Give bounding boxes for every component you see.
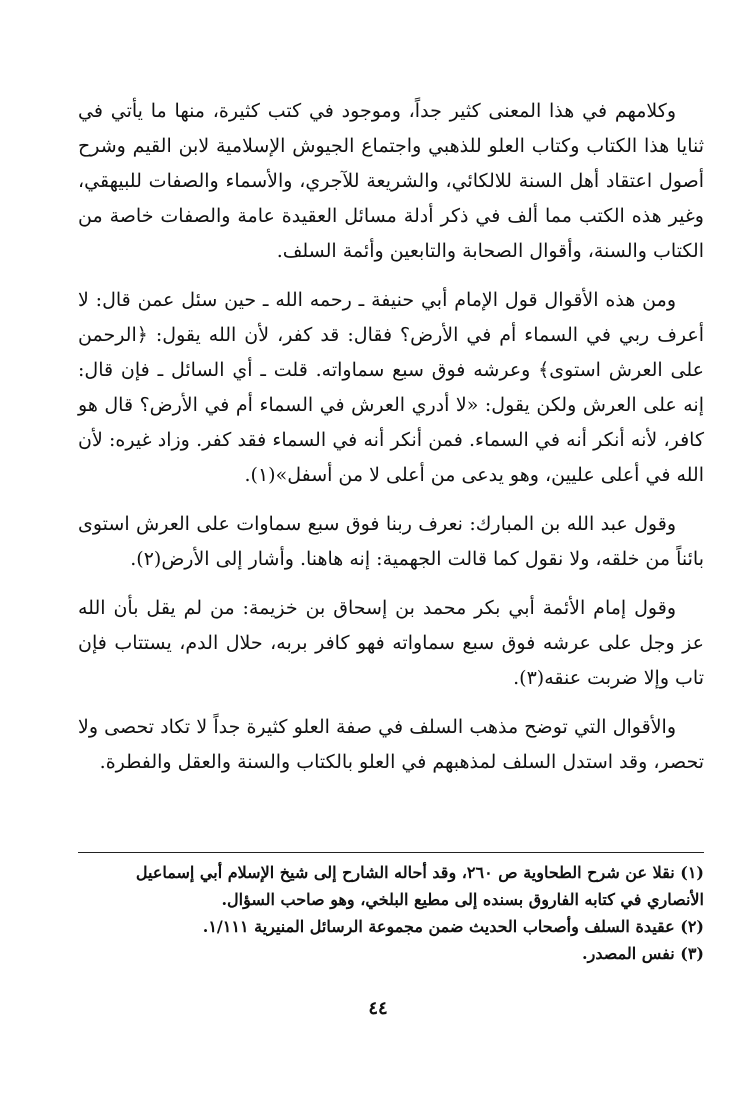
footnotes-section <box>78 852 704 967</box>
paragraph-5: والأقوال التي توضح مذهب السلف في صفة العلو كثيرة جداً لا تكاد تحصى ولا تحصر، وقد استدل السلف لمذهبهم في العلو بالكتاب والسنة والعقل والفطرة. <box>78 716 704 773</box>
footnote-2: (٢) عقيدة السلف وأصحاب الحديث ضمن مجموعة الرسائل المنيرية ١/١١١. <box>202 917 704 936</box>
paragraph-2: ومن هذه الأقوال قول الإمام أبي حنيفة ـ رحمه الله ـ حين سئل عمن قال: لا أعرف ربي في السماء أم في الأرض؟ فقال: قد كفر، لأن الله يقول: ﴿الرحمن على العرش استوى﴾ وعرشه فوق سبع سماواته. قلت ـ أي السائل ـ فإن قال: إنه على العرش ولكن يقول: «لا أدري العرش في السماء أم في الأرض؟ قال هو كافر، لأنه أنكر أنه في السماء. فمن أنكر أنه في السماء فقد كفر. وزاد غيره: لأن الله في أعلى عليين، وهو يدعى من أعلى لا من أسفل»(١). <box>78 289 704 486</box>
paragraph-3: وقول عبد الله بن المبارك: نعرف ربنا فوق سبع سماوات على العرش استوى بائناً من خلقه، ولا نقول كما قالت الجهمية: إنه هاهنا. وأشار إلى الأرض(٢). <box>78 513 704 570</box>
footnote-1: (١) نقلا عن شرح الطحاوية ص ٢٦٠، وقد أحاله الشارح إلى شيخ الإسلام أبي إسماعيل الأنصاري في كتابه الفاروق بسنده إلى مطيع البلخي، وهو صاحب السؤال. <box>135 863 704 909</box>
paragraph-4: وقول إمام الأئمة أبي بكر محمد بن إسحاق بن خزيمة: من لم يقل بأن الله عز وجل على عرشه فوق سبع سماواته فهو كافر بربه، حلال الدم، يستتاب فإن تاب وإلا ضربت عنقه(٣). <box>78 597 704 689</box>
page-number: ٤٤ <box>368 998 388 1019</box>
main-text <box>78 94 704 794</box>
footnote-3: (٣) نفس المصدر. <box>582 944 704 963</box>
paragraph-1: وكلامهم في هذا المعنى كثير جداً، وموجود في كتب كثيرة، منها ما يأتي في ثنايا هذا الكتاب وكتاب العلو للذهبي واجتماع الجيوش الإسلامية لابن القيم وشرح أصول اعتقاد أهل السنة للالكائي، والشريعة للآجري، والأسماء والصفات للبيهقي، وغير هذه الكتب مما ألف في ذكر أدلة مسائل العقيدة عامة والصفات خاصة من الكتاب والسنة، وأقوال الصحابة والتابعين وأئمة السلف. <box>78 100 704 262</box>
